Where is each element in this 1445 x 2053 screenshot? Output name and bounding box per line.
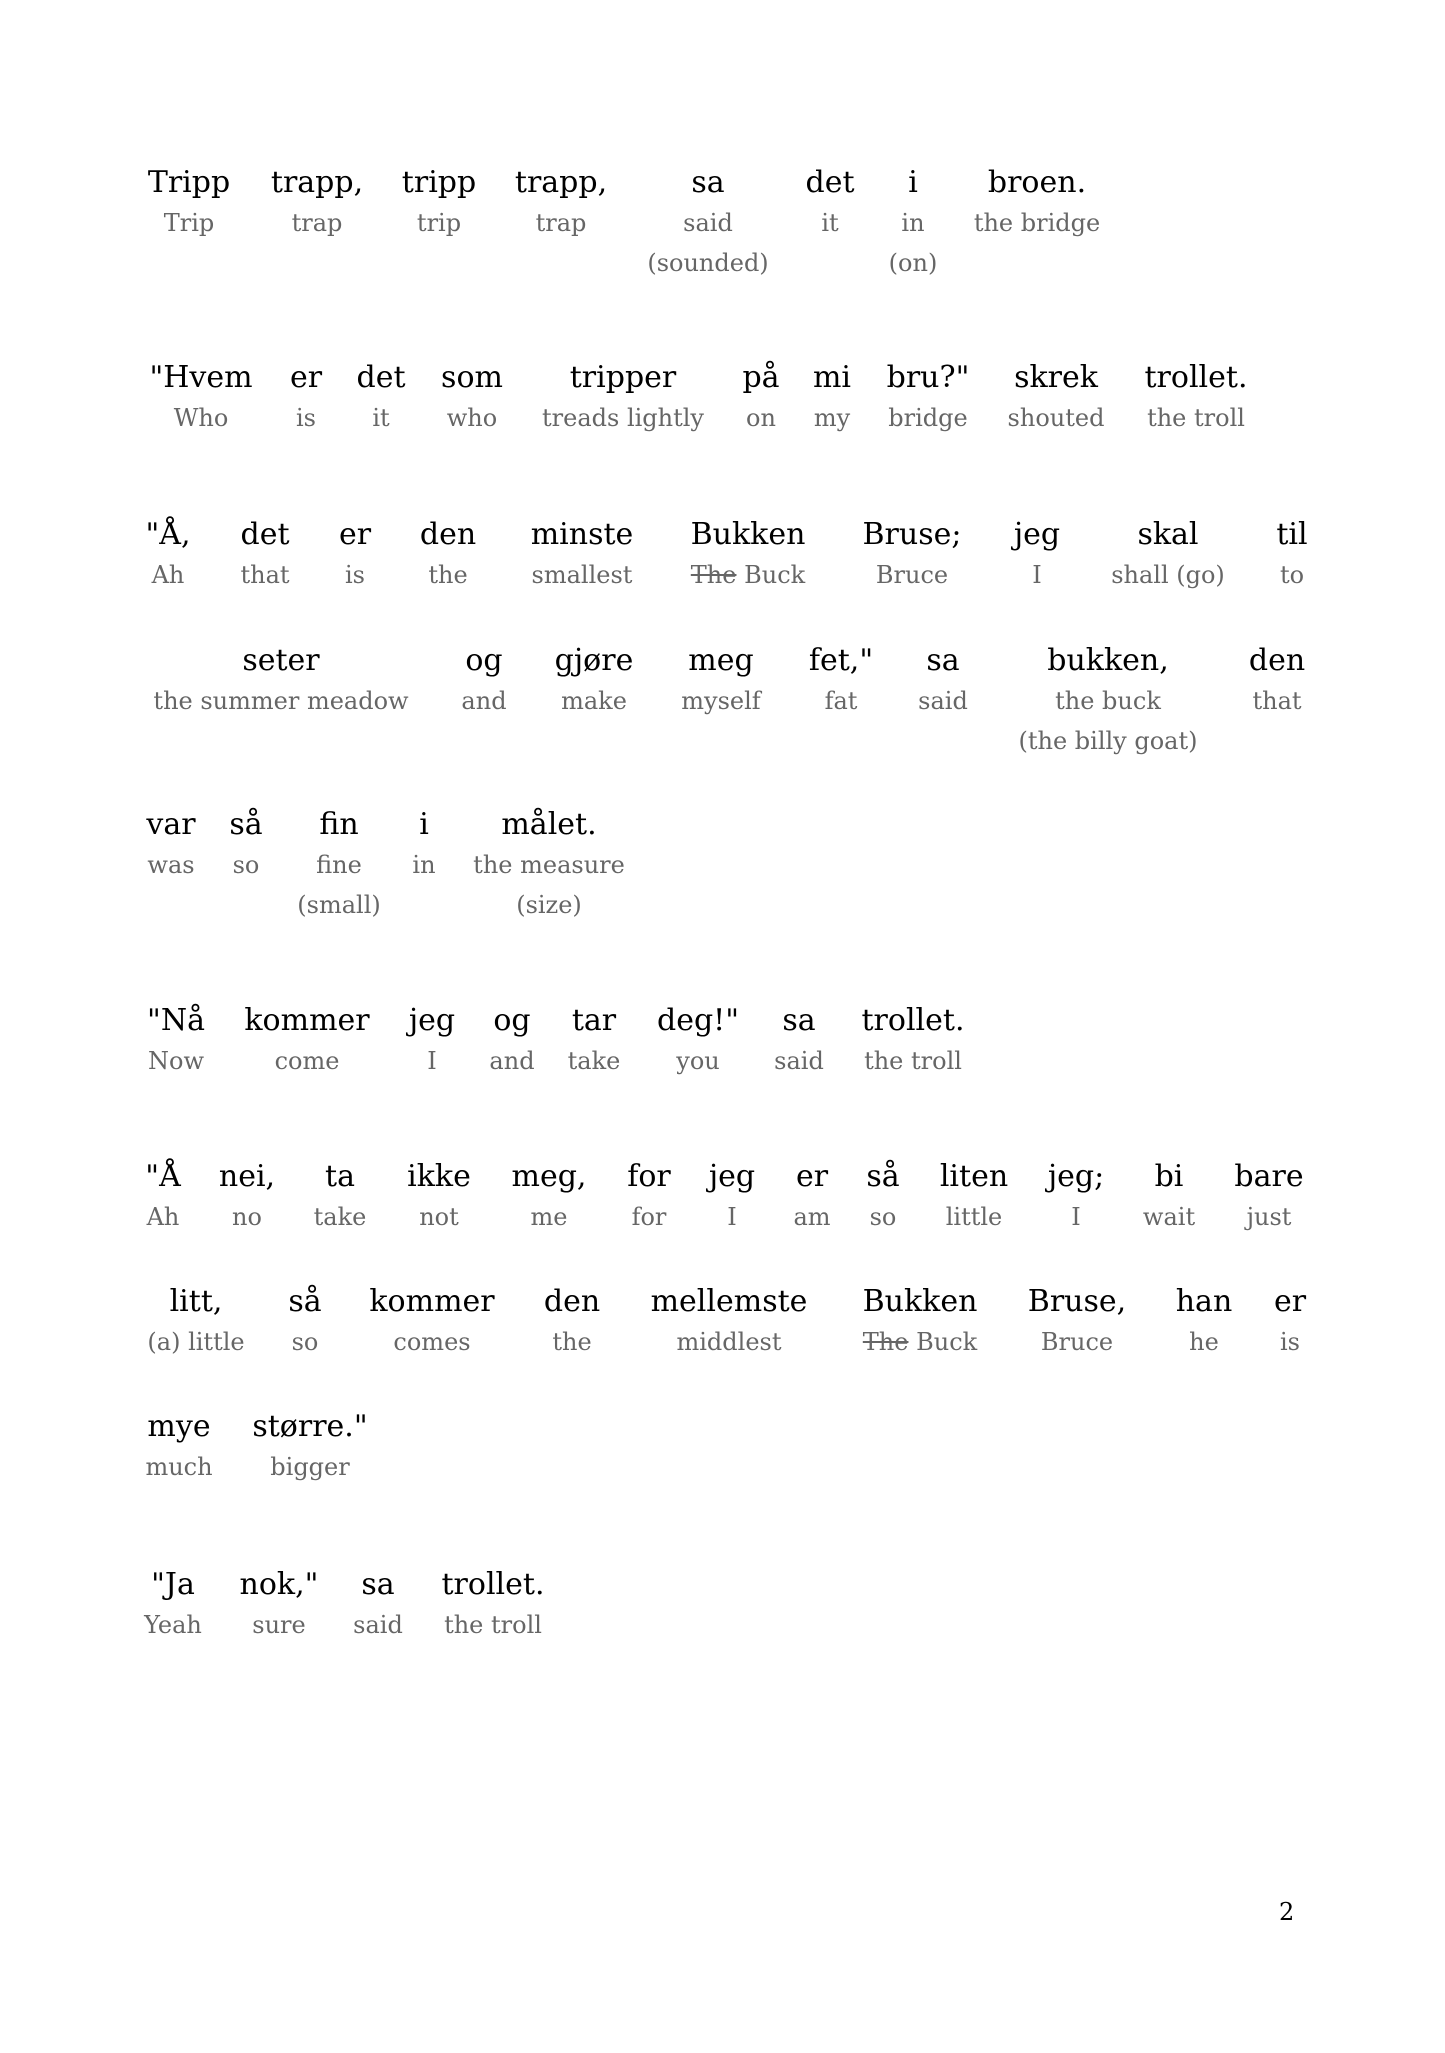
english-gloss: the troll (1147, 404, 1245, 432)
english-gloss-alternative: (small) (297, 891, 381, 919)
word-pair (412, 805, 435, 885)
word-pair (461, 641, 506, 721)
english-gloss-alternative: (the billy goat) (1018, 727, 1198, 755)
norwegian-word: "Ja (151, 1567, 195, 1602)
english-gloss: said (353, 1611, 403, 1639)
english-gloss: trap (535, 209, 587, 237)
word-pair (1008, 358, 1105, 438)
norwegian-word: trollet. (441, 1567, 545, 1602)
english-gloss: in (412, 851, 436, 879)
norwegian-word: bare (1234, 1159, 1304, 1194)
norwegian-word: skrek (1014, 360, 1098, 395)
gloss-text: Buck (908, 1328, 978, 1356)
word-pair (742, 358, 779, 438)
word-pair (627, 1157, 671, 1237)
word-pair (515, 163, 607, 243)
norwegian-word: fet," (808, 643, 874, 678)
word-pair (940, 1157, 1008, 1237)
norwegian-word: er (795, 1159, 829, 1194)
norwegian-word: i (419, 807, 429, 842)
english-gloss: you (676, 1047, 720, 1075)
norwegian-word: Tripp (147, 165, 231, 200)
english-gloss: the summer meadow (153, 687, 409, 715)
norwegian-word: til (1276, 517, 1308, 552)
english-gloss: no (232, 1203, 262, 1231)
english-gloss: the (428, 561, 468, 589)
english-gloss: shall (go) (1111, 561, 1225, 589)
word-pair (1111, 515, 1225, 595)
word-pair (866, 1157, 899, 1237)
word-pair (1018, 641, 1197, 761)
word-pair (314, 1157, 367, 1237)
word-pair (356, 358, 405, 438)
norwegian-word: ikke (407, 1159, 471, 1194)
norwegian-word: litt, (169, 1284, 223, 1319)
word-pair (1145, 358, 1248, 438)
norwegian-word: så (229, 807, 263, 842)
word-pair (297, 805, 380, 925)
english-gloss: the (552, 1328, 592, 1356)
norwegian-word: så (866, 1159, 900, 1194)
word-pair (369, 1282, 494, 1362)
word-pair (512, 1157, 587, 1237)
norwegian-word: trapp, (514, 165, 608, 200)
struck-gloss-word: The (862, 1328, 909, 1356)
word-pair (1249, 641, 1305, 721)
norwegian-word: og (465, 643, 503, 678)
norwegian-word: mye (147, 1409, 211, 1444)
norwegian-word: skal (1137, 517, 1199, 552)
english-gloss: not (419, 1203, 459, 1231)
word-pair (219, 1157, 275, 1237)
norwegian-word: trapp, (270, 165, 364, 200)
norwegian-word: "Å (145, 1159, 181, 1194)
norwegian-word: kommer (244, 1003, 370, 1038)
word-pair (918, 641, 968, 721)
english-gloss: wait (1142, 1203, 1196, 1231)
norwegian-word: trollet. (1144, 360, 1248, 395)
norwegian-word: Bukken (862, 1284, 978, 1319)
english-gloss: sure (252, 1611, 306, 1639)
word-pair (542, 358, 704, 438)
english-gloss (691, 555, 806, 595)
word-pair (147, 1001, 205, 1081)
norwegian-word: trollet. (861, 1003, 965, 1038)
english-gloss: I (1032, 561, 1042, 589)
english-gloss: take (313, 1203, 367, 1231)
word-pair (774, 1001, 824, 1081)
word-pair (1234, 1157, 1303, 1237)
english-gloss: am (793, 1203, 831, 1231)
norwegian-word: seter (242, 643, 320, 678)
english-gloss: (a) little (147, 1328, 245, 1356)
english-gloss: is (1279, 1328, 1300, 1356)
norwegian-word: han (1175, 1284, 1233, 1319)
english-gloss: in (901, 209, 925, 237)
english-gloss: I (727, 1203, 737, 1231)
word-pair (146, 515, 191, 595)
english-gloss-alternative: (on) (888, 249, 938, 277)
english-gloss-alternative: (sounded) (647, 249, 769, 277)
english-gloss: the measure (473, 851, 625, 879)
norwegian-word: tripper (569, 360, 677, 395)
norwegian-word: det (356, 360, 406, 395)
norwegian-word: bukken, (1047, 643, 1169, 678)
english-gloss: the bridge (973, 209, 1101, 237)
norwegian-word: mellemste (650, 1284, 808, 1319)
norwegian-word: og (493, 1003, 531, 1038)
english-gloss: Trip (163, 209, 215, 237)
word-pair (229, 805, 262, 885)
english-gloss: so (291, 1328, 319, 1356)
english-gloss: Who (173, 404, 229, 432)
word-pair (805, 163, 854, 243)
norwegian-word: jeg (408, 1003, 456, 1038)
norwegian-word: større." (252, 1409, 368, 1444)
norwegian-word: tripp (401, 165, 477, 200)
norwegian-word: meg, (511, 1159, 587, 1194)
word-pair (145, 1157, 180, 1237)
word-pair (1143, 1157, 1195, 1237)
norwegian-word: gjøre (554, 643, 634, 678)
word-pair (244, 1001, 369, 1081)
word-pair (657, 1001, 739, 1081)
norwegian-word: "Å, (145, 517, 191, 552)
word-pair (441, 358, 503, 438)
word-pair (568, 1001, 621, 1081)
word-pair (862, 1001, 965, 1081)
english-gloss: I (1071, 1203, 1081, 1231)
norwegian-word: sa (361, 1567, 395, 1602)
word-pair (863, 1282, 978, 1362)
english-gloss: that (240, 561, 290, 589)
norwegian-word: nei, (218, 1159, 276, 1194)
word-pair (887, 358, 970, 438)
word-pair (271, 163, 363, 243)
english-gloss: it (372, 404, 390, 432)
word-pair (531, 515, 634, 595)
english-gloss-alternative: (size) (516, 891, 582, 919)
english-gloss: it (821, 209, 839, 237)
word-pair (353, 1565, 403, 1645)
english-gloss: for (631, 1203, 667, 1231)
word-pair (793, 1157, 830, 1237)
word-pair (146, 805, 195, 885)
english-gloss: I (427, 1047, 437, 1075)
word-pair (647, 163, 768, 283)
english-gloss: fat (824, 687, 858, 715)
english-gloss: bridge (888, 404, 968, 432)
norwegian-word: "Hvem (149, 360, 253, 395)
english-gloss: much (145, 1453, 213, 1481)
word-pair (288, 1282, 321, 1362)
norwegian-word: bru?" (886, 360, 970, 395)
word-pair (420, 515, 476, 595)
english-gloss: was (147, 851, 195, 879)
word-pair (809, 641, 873, 721)
gloss-text: Buck (736, 561, 806, 589)
english-gloss: on (746, 404, 776, 432)
english-gloss: trap (291, 209, 343, 237)
word-pair (863, 515, 962, 595)
norwegian-word: Bruse; (862, 517, 962, 552)
norwegian-word: meg (688, 643, 754, 678)
norwegian-word: jeg (1013, 517, 1061, 552)
english-gloss: take (567, 1047, 621, 1075)
norwegian-word: det (805, 165, 855, 200)
english-gloss: my (813, 404, 851, 432)
norwegian-word: jeg (708, 1159, 756, 1194)
word-pair (681, 641, 760, 721)
word-pair (153, 641, 408, 721)
norwegian-word: er (1273, 1284, 1307, 1319)
english-gloss: so (232, 851, 260, 879)
word-pair (813, 358, 851, 438)
norwegian-word: for (627, 1159, 671, 1194)
norwegian-word: det (240, 517, 290, 552)
english-gloss: Yeah (144, 1611, 202, 1639)
word-pair (148, 163, 230, 243)
word-pair (339, 515, 371, 595)
norwegian-word: deg!" (656, 1003, 740, 1038)
norwegian-word: "Nå (147, 1003, 205, 1038)
english-gloss: said (774, 1047, 824, 1075)
norwegian-word: målet. (501, 807, 597, 842)
word-pair (1276, 515, 1307, 595)
word-pair (409, 1001, 455, 1081)
english-gloss: and (489, 1047, 535, 1075)
word-pair (473, 805, 625, 925)
english-gloss: smallest (531, 561, 633, 589)
norwegian-word: kommer (369, 1284, 495, 1319)
english-gloss: is (295, 404, 316, 432)
norwegian-word: Bukken (690, 517, 806, 552)
english-gloss: come (274, 1047, 340, 1075)
struck-gloss-word: The (690, 561, 737, 589)
english-gloss (863, 1322, 978, 1362)
english-gloss: who (446, 404, 498, 432)
english-gloss: the troll (444, 1611, 542, 1639)
english-gloss: said (918, 687, 968, 715)
english-gloss: me (530, 1203, 568, 1231)
english-gloss: the buck (1055, 687, 1161, 715)
norwegian-word: den (419, 517, 477, 552)
norwegian-word: på (742, 360, 780, 395)
english-gloss: just (1246, 1203, 1292, 1231)
word-pair (144, 1565, 202, 1645)
norwegian-word: fin (319, 807, 359, 842)
english-gloss: Ah (146, 1203, 180, 1231)
english-gloss: bigger (270, 1453, 350, 1481)
norwegian-word: sa (926, 643, 960, 678)
norwegian-word: jeg; (1047, 1159, 1105, 1194)
word-pair (974, 163, 1100, 243)
norwegian-word: tar (571, 1003, 617, 1038)
english-gloss: Bruce (1040, 1328, 1114, 1356)
norwegian-word: er (289, 360, 323, 395)
english-gloss: Ah (151, 561, 185, 589)
norwegian-word: så (288, 1284, 322, 1319)
english-gloss: is (344, 561, 365, 589)
norwegian-word: broen. (987, 165, 1087, 200)
norwegian-word: Bruse, (1027, 1284, 1127, 1319)
english-gloss: shouted (1007, 404, 1105, 432)
norwegian-word: den (1248, 643, 1306, 678)
english-gloss: said (683, 209, 733, 237)
word-pair (709, 1157, 755, 1237)
word-pair (252, 1407, 367, 1487)
norwegian-word: bi (1154, 1159, 1184, 1194)
norwegian-word: den (543, 1284, 601, 1319)
norwegian-word: er (338, 517, 372, 552)
english-gloss: Bruce (875, 561, 949, 589)
word-pair (407, 1157, 471, 1237)
norwegian-word: liten (939, 1159, 1009, 1194)
word-pair (1176, 1282, 1233, 1362)
page-number: 2 (1279, 1898, 1295, 1926)
word-pair (149, 358, 252, 438)
norwegian-word: minste (530, 517, 634, 552)
english-gloss: little (945, 1203, 1003, 1231)
english-gloss: middlest (676, 1328, 782, 1356)
english-gloss: fine (316, 851, 362, 879)
english-gloss: the troll (864, 1047, 962, 1075)
norwegian-word: i (908, 165, 918, 200)
word-pair (1028, 1282, 1126, 1362)
word-pair (145, 1407, 212, 1487)
english-gloss: he (1189, 1328, 1219, 1356)
norwegian-word: sa (691, 165, 725, 200)
english-gloss: treads lightly (542, 404, 704, 432)
norwegian-word: nok," (239, 1567, 319, 1602)
english-gloss: so (869, 1203, 897, 1231)
word-pair (489, 1001, 534, 1081)
norwegian-word: var (146, 807, 196, 842)
word-pair (147, 1282, 244, 1362)
word-pair (691, 515, 806, 595)
english-gloss: trip (416, 209, 462, 237)
word-pair (1048, 1157, 1104, 1237)
word-pair (889, 163, 938, 283)
norwegian-word: sa (782, 1003, 816, 1038)
norwegian-word: som (441, 360, 503, 395)
word-pair (240, 515, 289, 595)
english-gloss: myself (681, 687, 761, 715)
word-pair (651, 1282, 808, 1362)
english-gloss: Now (148, 1047, 204, 1075)
word-pair (402, 163, 476, 243)
word-pair (290, 358, 322, 438)
english-gloss: make (561, 687, 627, 715)
norwegian-word: mi (812, 360, 852, 395)
norwegian-word: ta (325, 1159, 355, 1194)
word-pair (1274, 1282, 1306, 1362)
word-pair (1014, 515, 1060, 595)
word-pair (555, 641, 634, 721)
english-gloss: that (1252, 687, 1302, 715)
word-pair (544, 1282, 600, 1362)
english-gloss: to (1279, 561, 1305, 589)
english-gloss: comes (393, 1328, 471, 1356)
english-gloss: and (461, 687, 507, 715)
word-pair (442, 1565, 545, 1645)
word-pair (240, 1565, 319, 1645)
